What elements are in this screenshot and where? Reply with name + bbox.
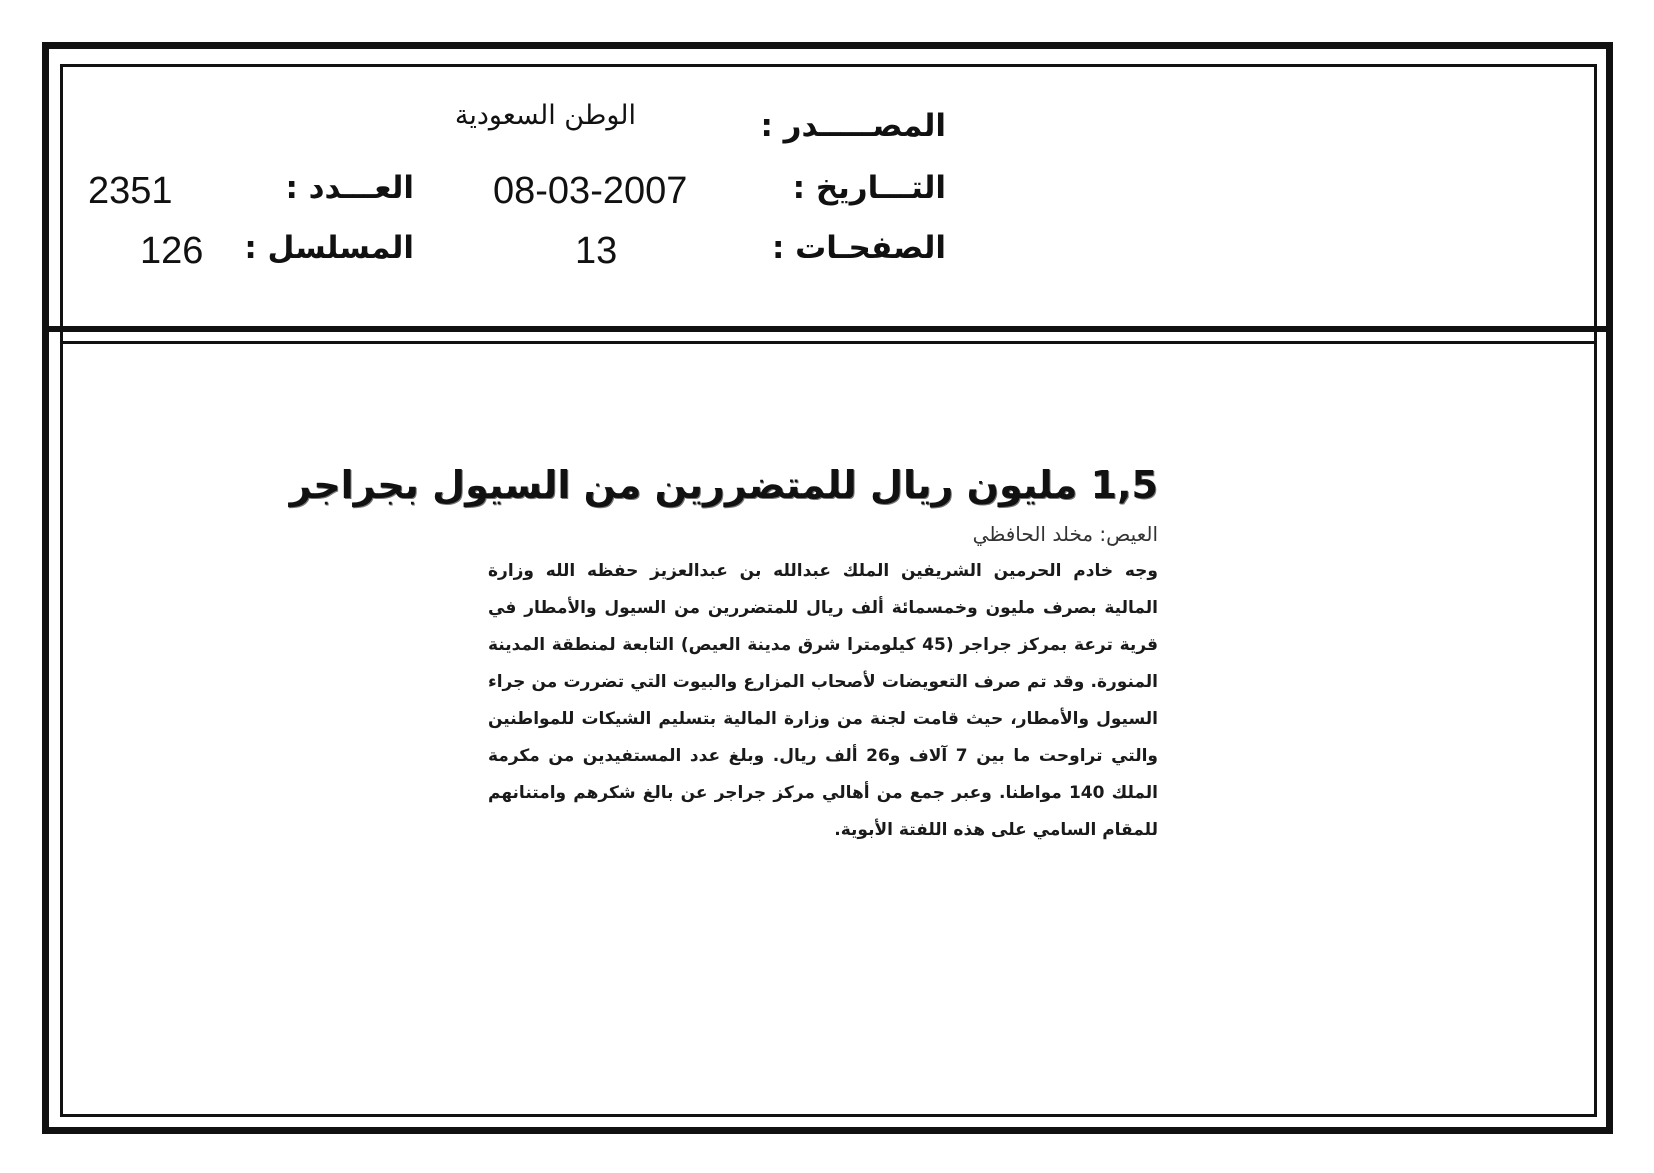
serial-label: المسلسل :	[244, 230, 414, 266]
serial-value: 126	[140, 230, 204, 272]
pages-label: الصفحـات :	[771, 230, 946, 266]
article-headline: 1,5 مليون ريال للمتضررين من السيول بجراجر	[289, 463, 1158, 507]
date-value: 08-03-2007	[493, 170, 688, 212]
issue-value: 2351	[88, 170, 173, 212]
pages-value: 13	[575, 230, 618, 272]
source-value: الوطن السعودية	[454, 100, 636, 131]
header-divider-inner	[60, 341, 1597, 344]
issue-label: العـــدد :	[285, 170, 414, 206]
article-body: وجه خادم الحرمين الشريفين الملك عبدالله بن عبدالعزيز حفظه الله وزارة المالية بصرف مليون وخمسمائة ألف ريال للمتضررين من السيول والأمطار في قرية ترعة بمركز جراجر (45 كيلومترا شرق مدينة العيص) التابعة لمنطقة المدينة المنورة. وقد تم صرف التعويضات لأصحاب المزارع والبيوت التي تضررت من جراء السيول والأمطار، حيث قامت لجنة من وزارة المالية بتسليم الشيكات للمواطنين والتي تراوحت ما بين 7 آلاف و26 ألف ريال. وبلغ عدد المستفيدين من مكرمة الملك 140 مواطنا. وعبر جمع من أهالي مركز جراجر عن بالغ شكرهم وامتنانهم للمقام السامي على هذه اللفتة الأبوية.	[488, 561, 1158, 840]
source-label: المصـــــدر :	[760, 108, 946, 144]
article-byline: العيص: مخلد الحافظي	[972, 522, 1158, 546]
header-divider	[46, 326, 1609, 332]
date-label: التـــاريخ :	[792, 170, 946, 206]
article-clipping	[289, 455, 1158, 849]
